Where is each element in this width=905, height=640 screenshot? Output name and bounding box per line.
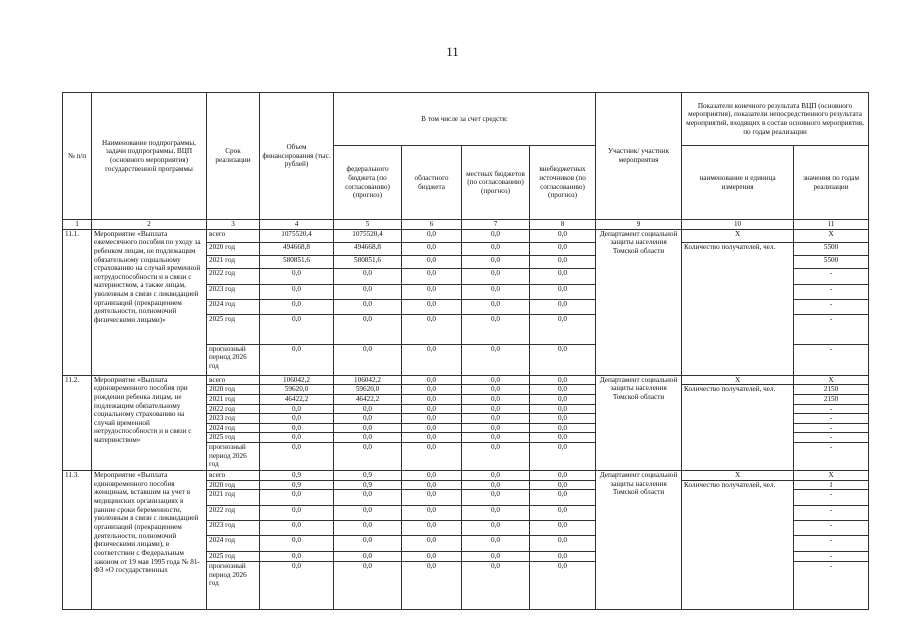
row-number: 11.2. bbox=[63, 375, 92, 470]
regional-cell: 0,0 bbox=[402, 490, 462, 506]
column-number: 3 bbox=[207, 220, 260, 230]
local-cell: 0,0 bbox=[462, 242, 530, 255]
term-cell: 2025 год bbox=[207, 433, 260, 443]
header-federal: федерального бюджета (по согласованию) (прогноз) bbox=[334, 146, 402, 220]
term-cell: 2023 год bbox=[207, 284, 260, 299]
volume-cell: 0,0 bbox=[260, 443, 334, 471]
event-name: Мероприятие «Выплата единовременного пособия при рождении ребенка лицам, не подлежащим обязательному социальному страхованию на случай временной нетрудоспособности и в связи с материнством» bbox=[92, 375, 207, 470]
volume-cell: 494668,8 bbox=[260, 242, 334, 255]
term-cell: 2023 год bbox=[207, 521, 260, 536]
federal-cell: 0,0 bbox=[334, 314, 402, 344]
indicator-value: Х bbox=[794, 471, 869, 481]
term-cell: 2022 год bbox=[207, 404, 260, 414]
regional-cell: 0,0 bbox=[402, 242, 462, 255]
indicator-value: - bbox=[794, 490, 869, 506]
indicator-value: 5500 bbox=[794, 242, 869, 255]
volume-cell: 0,9 bbox=[260, 480, 334, 490]
extra-cell: 0,0 bbox=[530, 404, 596, 414]
local-cell: 0,0 bbox=[462, 552, 530, 562]
local-cell: 0,0 bbox=[462, 344, 530, 375]
indicator-value: - bbox=[794, 404, 869, 414]
column-number: 9 bbox=[596, 220, 682, 230]
local-cell: 0,0 bbox=[462, 404, 530, 414]
extra-cell: 0,0 bbox=[530, 443, 596, 471]
volume-cell: 0,0 bbox=[260, 268, 334, 284]
volume-cell: 1075520,4 bbox=[260, 229, 334, 242]
indicator-value: - bbox=[794, 344, 869, 375]
local-cell: 0,0 bbox=[462, 414, 530, 424]
header-name: Наименование подпрограммы, задачи подпрограммы, ВЦП (основного мероприятия) государственной программы bbox=[92, 93, 207, 220]
table-row bbox=[63, 375, 869, 385]
column-number: 5 bbox=[334, 220, 402, 230]
volume-cell: 0,0 bbox=[260, 414, 334, 424]
volume-cell: 0,0 bbox=[260, 562, 334, 610]
indicator-value: - bbox=[794, 314, 869, 344]
federal-cell: 46422,2 bbox=[334, 394, 402, 404]
term-cell: прогнозный период 2026 год bbox=[207, 562, 260, 610]
regional-cell: 0,0 bbox=[402, 471, 462, 481]
regional-cell: 0,0 bbox=[402, 255, 462, 268]
local-cell: 0,0 bbox=[462, 506, 530, 521]
event-name: Мероприятие «Выплата единовременного пособия женщинам, вставшим на учет в медицинских организациях в ранние сроки беременности, уволенным в связи с ликвидацией организаций (прекращением деятельности, полномочий физическими лицами), в соответствии с Федеральным законом от 19 мая 1995 года № 81-ФЗ «О государственных bbox=[92, 471, 207, 610]
row-number: 11.3. bbox=[63, 471, 92, 610]
federal-cell: 59620,0 bbox=[334, 385, 402, 395]
indicator-value: - bbox=[794, 506, 869, 521]
extra-cell: 0,0 bbox=[530, 242, 596, 255]
regional-cell: 0,0 bbox=[402, 385, 462, 395]
table-header bbox=[63, 93, 869, 230]
term-cell: 2021 год bbox=[207, 394, 260, 404]
regional-cell: 0,0 bbox=[402, 414, 462, 424]
volume-cell: 0,0 bbox=[260, 344, 334, 375]
column-numbers-row bbox=[63, 220, 869, 230]
local-cell: 0,0 bbox=[462, 314, 530, 344]
federal-cell: 0,0 bbox=[334, 414, 402, 424]
volume-cell: 46422,2 bbox=[260, 394, 334, 404]
regional-cell: 0,0 bbox=[402, 284, 462, 299]
volume-cell: 0,0 bbox=[260, 506, 334, 521]
indicator-value: - bbox=[794, 536, 869, 552]
federal-cell: 0,0 bbox=[334, 521, 402, 536]
local-cell: 0,0 bbox=[462, 536, 530, 552]
header-regional: областного бюджета bbox=[402, 146, 462, 220]
extra-cell: 0,0 bbox=[530, 490, 596, 506]
extra-cell: 0,0 bbox=[530, 268, 596, 284]
program-table bbox=[62, 92, 869, 610]
extra-cell: 0,0 bbox=[530, 433, 596, 443]
term-cell: 2024 год bbox=[207, 299, 260, 314]
term-cell: 2020 год bbox=[207, 480, 260, 490]
local-cell: 0,0 bbox=[462, 490, 530, 506]
participant-cell: Департамент социальной защиты населения Томской области bbox=[596, 229, 682, 375]
regional-cell: 0,0 bbox=[402, 404, 462, 414]
row-number: 11.1. bbox=[63, 229, 92, 375]
extra-cell: 0,0 bbox=[530, 314, 596, 344]
volume-cell: 59620,0 bbox=[260, 385, 334, 395]
federal-cell: 0,9 bbox=[334, 480, 402, 490]
local-cell: 0,0 bbox=[462, 284, 530, 299]
extra-cell: 0,0 bbox=[530, 480, 596, 490]
table-row bbox=[63, 471, 869, 481]
term-cell: всего bbox=[207, 375, 260, 385]
page-number: 11 bbox=[446, 44, 459, 59]
local-cell: 0,0 bbox=[462, 433, 530, 443]
regional-cell: 0,0 bbox=[402, 375, 462, 385]
extra-cell: 0,0 bbox=[530, 284, 596, 299]
term-cell: 2024 год bbox=[207, 423, 260, 433]
term-cell: прогнозный период 2026 год bbox=[207, 443, 260, 471]
term-cell: 2021 год bbox=[207, 490, 260, 506]
federal-cell: 0,0 bbox=[334, 344, 402, 375]
federal-cell: 0,0 bbox=[334, 423, 402, 433]
header-ind-value: значения по годам реализации bbox=[794, 146, 869, 220]
term-cell: всего bbox=[207, 471, 260, 481]
regional-cell: 0,0 bbox=[402, 433, 462, 443]
indicator-name: Количество получателей, чел. bbox=[682, 385, 794, 471]
regional-cell: 0,0 bbox=[402, 480, 462, 490]
volume-cell: 0,0 bbox=[260, 536, 334, 552]
extra-cell: 0,0 bbox=[530, 255, 596, 268]
table-body bbox=[63, 229, 869, 609]
extra-cell: 0,0 bbox=[530, 299, 596, 314]
term-cell: 2021 год bbox=[207, 255, 260, 268]
volume-cell: 0,0 bbox=[260, 521, 334, 536]
header-participant: Участник/ участник мероприятия bbox=[596, 93, 682, 220]
column-number: 10 bbox=[682, 220, 794, 230]
regional-cell: 0,0 bbox=[402, 299, 462, 314]
term-cell: 2023 год bbox=[207, 414, 260, 424]
federal-cell: 0,0 bbox=[334, 552, 402, 562]
indicator-mark: Х bbox=[682, 471, 794, 481]
extra-cell: 0,0 bbox=[530, 394, 596, 404]
regional-cell: 0,0 bbox=[402, 562, 462, 610]
federal-cell: 106042,2 bbox=[334, 375, 402, 385]
term-cell: 2020 год bbox=[207, 385, 260, 395]
local-cell: 0,0 bbox=[462, 394, 530, 404]
indicator-value: - bbox=[794, 552, 869, 562]
extra-cell: 0,0 bbox=[530, 471, 596, 481]
event-name: Мероприятие «Выплата ежемесячного пособия по уходу за ребенком лицам, не подлежащим обязательному социальному страхованию на случай временной нетрудоспособности и в связи с материнством, а также лицам, уволенным в связи с ликвидацией организаций (прекращением деятельности, полномочий физическими лицами)» bbox=[92, 229, 207, 375]
regional-cell: 0,0 bbox=[402, 268, 462, 284]
indicator-value: - bbox=[794, 284, 869, 299]
extra-cell: 0,0 bbox=[530, 521, 596, 536]
regional-cell: 0,0 bbox=[402, 536, 462, 552]
term-cell: 2020 год bbox=[207, 242, 260, 255]
extra-cell: 0,0 bbox=[530, 375, 596, 385]
volume-cell: 0,0 bbox=[260, 404, 334, 414]
federal-cell: 494668,8 bbox=[334, 242, 402, 255]
regional-cell: 0,0 bbox=[402, 521, 462, 536]
column-number: 1 bbox=[63, 220, 92, 230]
local-cell: 0,0 bbox=[462, 480, 530, 490]
indicator-value: - bbox=[794, 433, 869, 443]
regional-cell: 0,0 bbox=[402, 506, 462, 521]
federal-cell: 0,9 bbox=[334, 471, 402, 481]
regional-cell: 0,0 bbox=[402, 394, 462, 404]
regional-cell: 0,0 bbox=[402, 552, 462, 562]
federal-cell: 1075520,4 bbox=[334, 229, 402, 242]
header-local: местных бюджетов (по согласованию) (прогноз) bbox=[462, 146, 530, 220]
column-number: 4 bbox=[260, 220, 334, 230]
extra-cell: 0,0 bbox=[530, 229, 596, 242]
volume-cell: 0,0 bbox=[260, 314, 334, 344]
federal-cell: 0,0 bbox=[334, 433, 402, 443]
extra-cell: 0,0 bbox=[530, 536, 596, 552]
local-cell: 0,0 bbox=[462, 268, 530, 284]
header-extra: внебюджетных источников (по согласованию) (прогноз) bbox=[530, 146, 596, 220]
column-number: 11 bbox=[794, 220, 869, 230]
federal-cell: 0,0 bbox=[334, 284, 402, 299]
local-cell: 0,0 bbox=[462, 521, 530, 536]
volume-cell: 0,0 bbox=[260, 490, 334, 506]
column-number: 2 bbox=[92, 220, 207, 230]
indicator-value: 1 bbox=[794, 480, 869, 490]
term-cell: 2024 год bbox=[207, 536, 260, 552]
indicator-value: - bbox=[794, 562, 869, 610]
indicator-mark: Х bbox=[682, 229, 794, 242]
indicator-mark: Х bbox=[682, 375, 794, 385]
local-cell: 0,0 bbox=[462, 255, 530, 268]
term-cell: всего bbox=[207, 229, 260, 242]
local-cell: 0,0 bbox=[462, 423, 530, 433]
federal-cell: 0,0 bbox=[334, 562, 402, 610]
volume-cell: 0,0 bbox=[260, 299, 334, 314]
local-cell: 0,0 bbox=[462, 299, 530, 314]
volume-cell: 106042,2 bbox=[260, 375, 334, 385]
local-cell: 0,0 bbox=[462, 385, 530, 395]
regional-cell: 0,0 bbox=[402, 314, 462, 344]
volume-cell: 580851,6 bbox=[260, 255, 334, 268]
column-number: 6 bbox=[402, 220, 462, 230]
extra-cell: 0,0 bbox=[530, 552, 596, 562]
volume-cell: 0,0 bbox=[260, 284, 334, 299]
indicator-value: - bbox=[794, 268, 869, 284]
header-num: № п/п bbox=[63, 93, 92, 220]
term-cell: 2025 год bbox=[207, 552, 260, 562]
federal-cell: 580851,6 bbox=[334, 255, 402, 268]
federal-cell: 0,0 bbox=[334, 268, 402, 284]
volume-cell: 0,0 bbox=[260, 423, 334, 433]
federal-cell: 0,0 bbox=[334, 506, 402, 521]
local-cell: 0,0 bbox=[462, 443, 530, 471]
indicator-value: - bbox=[794, 414, 869, 424]
regional-cell: 0,0 bbox=[402, 443, 462, 471]
extra-cell: 0,0 bbox=[530, 423, 596, 433]
local-cell: 0,0 bbox=[462, 562, 530, 610]
indicator-value: - bbox=[794, 521, 869, 536]
table-row bbox=[63, 229, 869, 242]
indicator-name: Количество получателей, чел. bbox=[682, 480, 794, 609]
header-volume: Объем финансирования (тыс. рублей) bbox=[260, 93, 334, 220]
indicator-value: - bbox=[794, 423, 869, 433]
extra-cell: 0,0 bbox=[530, 414, 596, 424]
header-including: В том числе за счет средств: bbox=[334, 93, 596, 146]
volume-cell: 0,0 bbox=[260, 552, 334, 562]
extra-cell: 0,0 bbox=[530, 385, 596, 395]
local-cell: 0,0 bbox=[462, 375, 530, 385]
header-ind-name: наименование и единица измерения bbox=[682, 146, 794, 220]
extra-cell: 0,0 bbox=[530, 506, 596, 521]
local-cell: 0,0 bbox=[462, 471, 530, 481]
volume-cell: 0,9 bbox=[260, 471, 334, 481]
column-number: 7 bbox=[462, 220, 530, 230]
term-cell: 2025 год bbox=[207, 314, 260, 344]
indicator-name: Количество получателей, чел. bbox=[682, 242, 794, 375]
indicator-value: Х bbox=[794, 375, 869, 385]
federal-cell: 0,0 bbox=[334, 299, 402, 314]
federal-cell: 0,0 bbox=[334, 490, 402, 506]
regional-cell: 0,0 bbox=[402, 229, 462, 242]
participant-cell: Департамент социальной защиты населения Томской области bbox=[596, 375, 682, 470]
local-cell: 0,0 bbox=[462, 229, 530, 242]
header-term: Срок реализации bbox=[207, 93, 260, 220]
term-cell: 2022 год bbox=[207, 506, 260, 521]
participant-cell: Департамент социальной защиты населения Томской области bbox=[596, 471, 682, 610]
indicator-value: - bbox=[794, 299, 869, 314]
regional-cell: 0,0 bbox=[402, 423, 462, 433]
federal-cell: 0,0 bbox=[334, 536, 402, 552]
indicator-value: - bbox=[794, 443, 869, 471]
column-number: 8 bbox=[530, 220, 596, 230]
header-indicators: Показатели конечного результата ВЦП (основного мероприятия), показатели непосредственного результата мероприятий, входящих в состав основного мероприятия, по годам реализации bbox=[682, 93, 869, 146]
term-cell: 2022 год bbox=[207, 268, 260, 284]
federal-cell: 0,0 bbox=[334, 443, 402, 471]
federal-cell: 0,0 bbox=[334, 404, 402, 414]
extra-cell: 0,0 bbox=[530, 344, 596, 375]
regional-cell: 0,0 bbox=[402, 344, 462, 375]
extra-cell: 0,0 bbox=[530, 562, 596, 610]
indicator-value: Х bbox=[794, 229, 869, 242]
term-cell: прогнозный период 2026 год bbox=[207, 344, 260, 375]
indicator-value: 2150 bbox=[794, 394, 869, 404]
indicator-value: 5500 bbox=[794, 255, 869, 268]
indicator-value: 2150 bbox=[794, 385, 869, 395]
volume-cell: 0,0 bbox=[260, 433, 334, 443]
